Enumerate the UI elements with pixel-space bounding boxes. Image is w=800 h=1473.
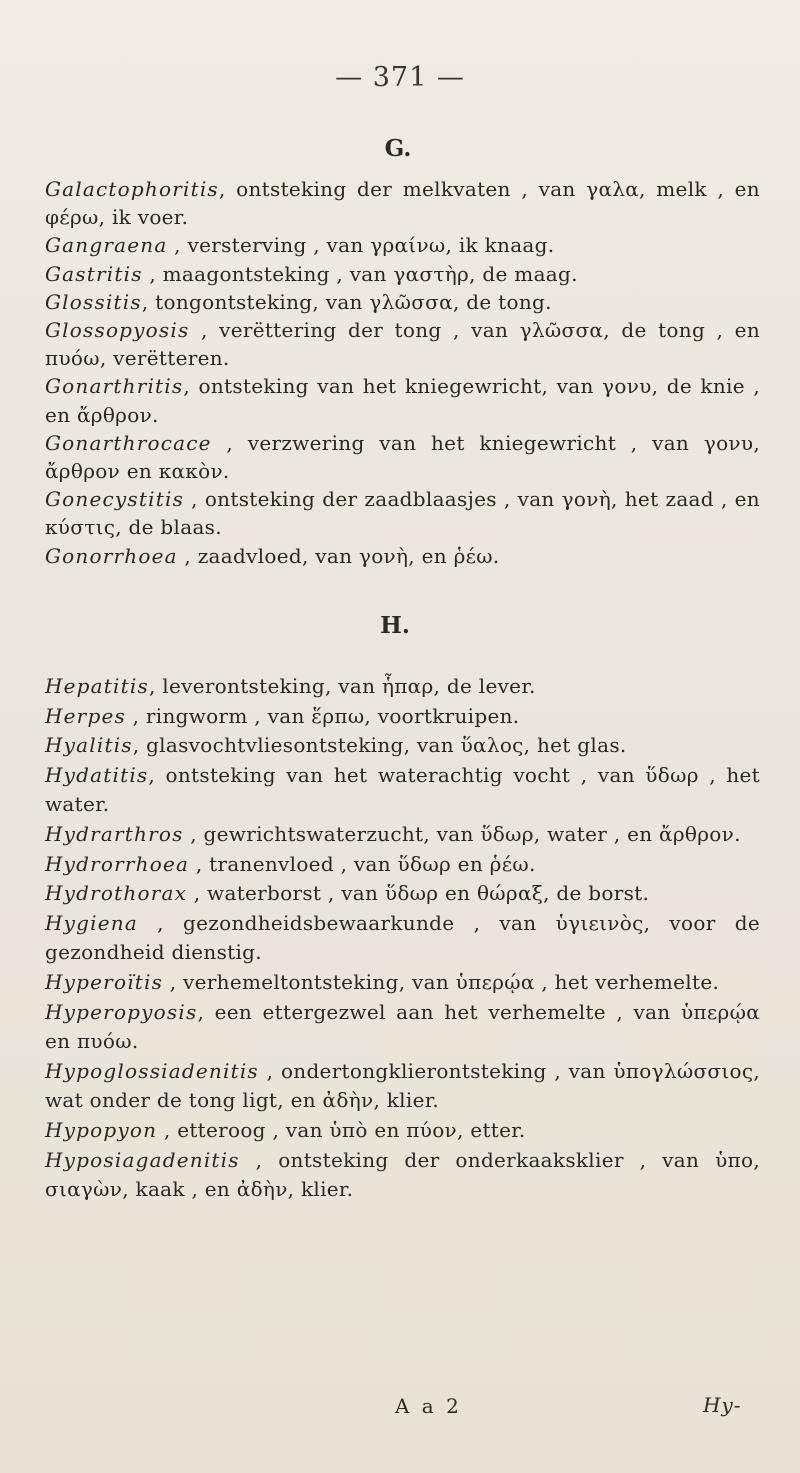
entry-hyperoitis bbox=[45, 968, 760, 998]
entry-term: Gonorrhoea bbox=[45, 543, 178, 568]
entry-hygiena bbox=[45, 909, 760, 968]
entry-gloss: , zaadvloed, van γονὴ, en ῥέω. bbox=[177, 543, 500, 568]
entry-hyposiagadenitis bbox=[45, 1146, 760, 1205]
entry-galactophoritis bbox=[45, 175, 760, 231]
entry-list-h bbox=[45, 672, 760, 1205]
entry-gloss: , versterving , van γραίνω, ik knaag. bbox=[167, 233, 555, 258]
entry-gloss: , leverontsteking, van ἧπαρ, de lever. bbox=[148, 674, 536, 698]
entry-term: Glossitis bbox=[45, 289, 142, 314]
entry-gonorrhoea bbox=[45, 542, 760, 570]
entry-term: Gonecystitis bbox=[45, 487, 185, 512]
entry-term: Hydrothorax bbox=[45, 881, 188, 906]
entry-gloss: , glasvochtvliesontsteking, van ὕαλος, het glas. bbox=[132, 733, 627, 758]
entry-term: Hypopyon bbox=[45, 1117, 158, 1142]
entry-term: Hydrorrhoea bbox=[45, 851, 190, 876]
entry-gloss: , waterborst , van ὕδωρ en θώραξ, de borst. bbox=[187, 881, 650, 906]
entry-term: Gonarthrocace bbox=[45, 430, 212, 455]
entry-gloss: , tongontsteking, van γλῶσσα, de tong. bbox=[141, 289, 552, 314]
entry-glossopyosis bbox=[45, 316, 760, 372]
entry-term: Hyperopyosis bbox=[45, 999, 198, 1024]
entry-gloss: , gezondheidsbewaarkunde , van ὑγιεινὸς, voor de gezondheid dienstig. bbox=[45, 910, 760, 965]
entry-term: Hyposiagadenitis bbox=[45, 1147, 240, 1172]
entry-glossitis bbox=[45, 288, 760, 316]
entry-gonecystitis bbox=[45, 485, 760, 541]
entry-gloss: , ontsteking der onderkaaksklier , van ὑπο, σιαγὼν, kaak , en ἀδὴν, klier. bbox=[45, 1147, 760, 1202]
page-number: — 371 — bbox=[335, 62, 465, 93]
entry-gloss: , maagontsteking , van γαστὴρ, de maag. bbox=[142, 261, 578, 286]
entry-gangraena bbox=[45, 231, 760, 259]
entry-gloss: , ontsteking van het kniegewricht, van γονυ, de knie , en ἄρθρον. bbox=[45, 374, 760, 427]
signature-mark: A a 2 bbox=[395, 1394, 462, 1418]
entry-gloss: , ringworm , van ἕρπω, voortkruipen. bbox=[125, 703, 520, 728]
entry-term: Hyalitis bbox=[45, 733, 133, 758]
entry-term: Glossopyosis bbox=[45, 318, 190, 343]
entry-hydrorrhoea bbox=[45, 850, 760, 880]
entry-term: Hyperoïtis bbox=[45, 969, 164, 994]
entry-hydrothorax bbox=[45, 879, 760, 909]
entry-term: Gangraena bbox=[45, 233, 168, 258]
entry-gloss: , tranenvloed , van ὕδωρ en ῥέω. bbox=[189, 851, 536, 876]
entry-hypopyon bbox=[45, 1116, 760, 1146]
entry-gonarthrocace bbox=[45, 429, 760, 485]
entry-list-g bbox=[45, 175, 760, 570]
entry-hydatitis bbox=[45, 761, 760, 820]
entry-hydrarthros bbox=[45, 820, 760, 850]
entry-gloss: , verzwering van het kniegewricht , van γονυ, ἄρθρον en κακὸν. bbox=[45, 430, 760, 484]
entry-hypoglossiadenitis bbox=[45, 1057, 760, 1116]
entry-gloss: , ontsteking van het waterachtig vocht , van ὕδωρ , het water. bbox=[45, 762, 760, 817]
entry-hyperopyosis bbox=[45, 998, 760, 1057]
entry-gastritis bbox=[45, 260, 760, 288]
entry-gloss: , etteroog , van ὑπὸ en πύον, etter. bbox=[157, 1117, 526, 1142]
entry-gloss: , verëttering der tong , van γλῶσσα, de tong , en πυόω, verëtteren. bbox=[45, 318, 760, 371]
entry-term: Herpes bbox=[45, 703, 126, 728]
entry-hepatitis bbox=[45, 672, 760, 702]
entry-herpes bbox=[45, 702, 760, 732]
entry-gloss: , verhemeltontsteking, van ὑπερῴα , het verhemelte. bbox=[163, 969, 720, 994]
entry-term: Gonarthritis bbox=[45, 374, 184, 399]
catchword: Hy- bbox=[703, 1393, 742, 1417]
entry-term: Hygiena bbox=[45, 910, 138, 935]
entry-term: Hepatitis bbox=[45, 674, 149, 698]
entry-gonarthritis bbox=[45, 372, 760, 428]
entry-term: Gastritis bbox=[45, 261, 143, 286]
section-heading-h: H. bbox=[380, 612, 410, 639]
entry-gloss: , een ettergezwel aan het verhemelte , van ὑπερῴα en πυόω. bbox=[45, 999, 760, 1054]
entry-gloss: , gewrichtswaterzucht, van ὕδωρ, water , en ἄρθρον. bbox=[183, 821, 741, 846]
entry-term: Hydrarthros bbox=[45, 821, 184, 846]
entry-gloss: , ontsteking der melkvaten , van γαλα, melk , en φέρω, ik voer. bbox=[45, 177, 760, 230]
entry-term: Galactophoritis bbox=[45, 177, 219, 201]
entry-gloss: , ondertongklierontsteking , van ὑπογλώσσιος, wat onder de tong ligt, en ἀδὴν, klier. bbox=[45, 1058, 760, 1113]
entry-term: Hypoglossiadenitis bbox=[45, 1058, 259, 1083]
section-heading-g: G. bbox=[384, 135, 412, 162]
entry-gloss: , ontsteking der zaadblaasjes , van γονὴ, het zaad , en κύστις, de blaas. bbox=[45, 487, 760, 540]
entry-hyalitis bbox=[45, 731, 760, 761]
entry-term: Hydatitis bbox=[45, 762, 149, 787]
